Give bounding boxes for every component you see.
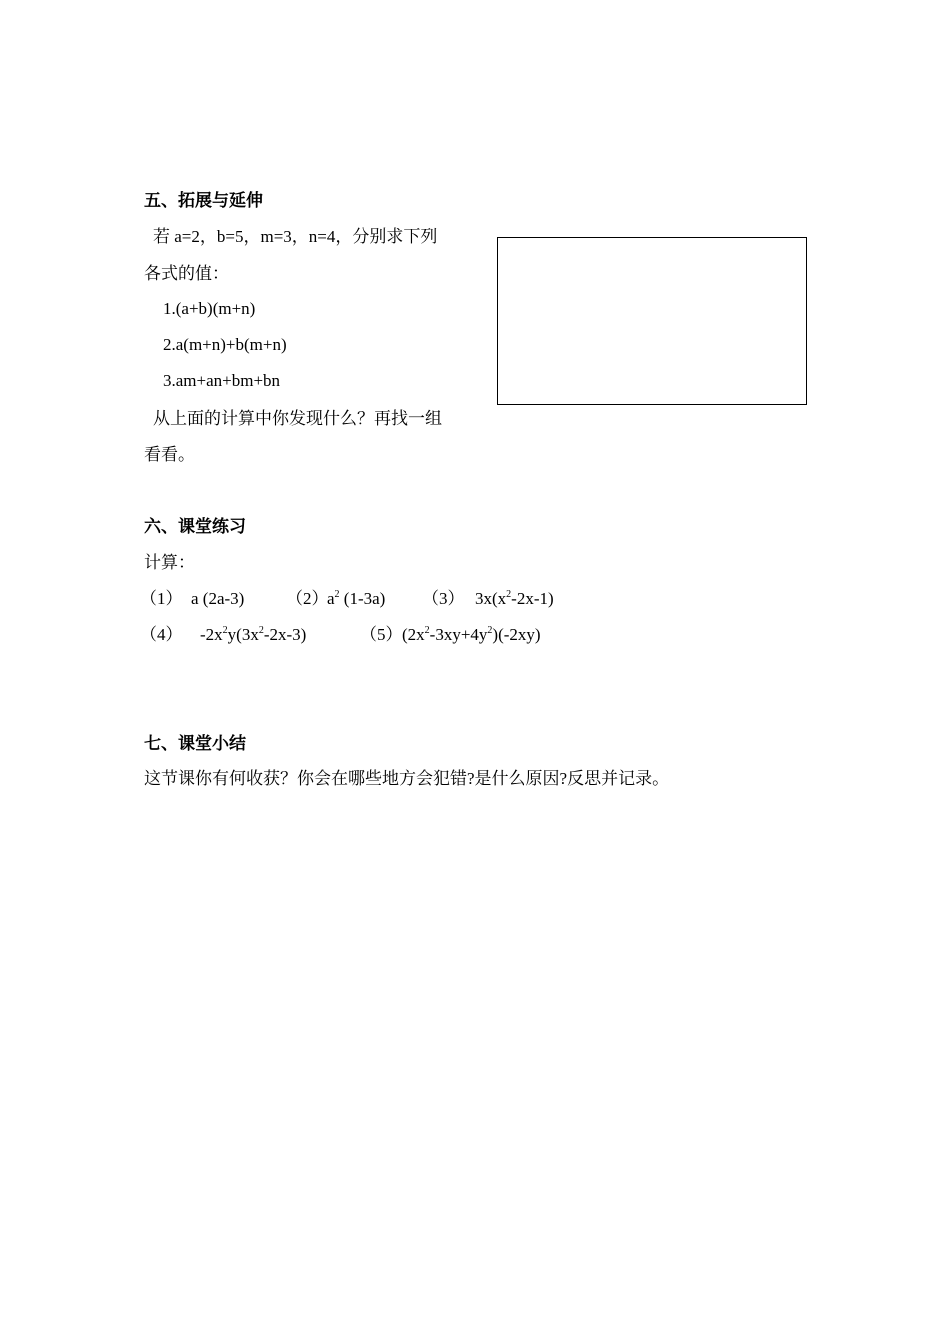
section5-intro-line1: 若 a=2，b=5，m=3，n=4，分别求下列	[153, 227, 438, 246]
section5-item3: 3.am+an+bm+bn	[163, 371, 281, 390]
exercise-1-expression: a (2a-3)	[191, 589, 245, 608]
exercise-4-expression: $-2x^2y(3x^2-2x-3)$	[200, 625, 307, 644]
section5-outro-line2: 看看。	[144, 445, 195, 464]
exercise-5-expression: $(2x^2-3xy+4y^2)(-2xy)$	[402, 625, 541, 644]
section5-heading: 五、拓展与延伸	[144, 191, 263, 210]
exercise-2-expression: $a^2$ (1-3a)	[327, 589, 386, 608]
exercise-row-2	[140, 624, 700, 646]
section7-heading: 七、课堂小结	[144, 734, 246, 753]
exercise-2-number: （2）	[286, 589, 329, 608]
exercise-5-number: （5）	[360, 625, 403, 644]
section7-body: 这节课你有何收获？你会在哪些地方会犯错?是什么原因?反思并记录。	[144, 769, 670, 788]
section6-heading: 六、课堂练习	[144, 517, 246, 536]
exercise-row-1	[140, 588, 700, 610]
exercise-1-number: （1）	[140, 589, 183, 608]
exercise-3-number: （3）	[422, 589, 465, 608]
exercise-4-number: （4）	[140, 625, 183, 644]
section5-intro-line2: 各式的值：	[144, 264, 229, 283]
section6-prompt: 计算：	[144, 553, 195, 572]
section5-item1: 1.(a+b)(m+n)	[163, 299, 256, 318]
answer-box	[497, 237, 807, 405]
exercise-3-expression: $3x(x^2-2x-1)$	[475, 589, 554, 608]
section5-item2: 2.a(m+n)+b(m+n)	[163, 335, 287, 354]
section5-outro-line1: 从上面的计算中你发现什么？再找一组	[153, 409, 442, 428]
